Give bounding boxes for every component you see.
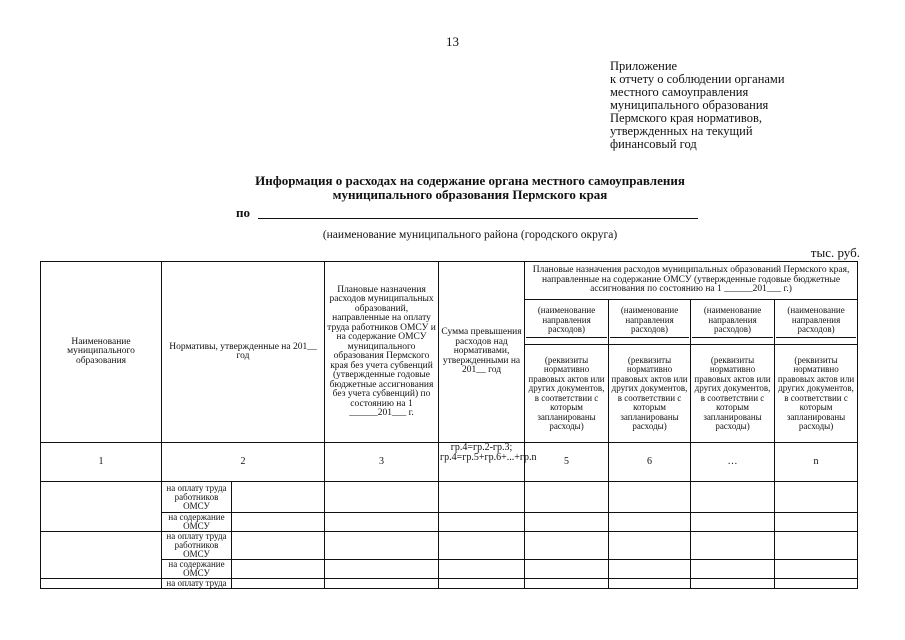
col-number: 2 <box>162 443 325 482</box>
district-caption: (наименование муниципального района (городского округа) <box>322 229 618 241</box>
col-number: 6 <box>609 443 691 482</box>
direction-name: (наименование направления расходов) <box>775 300 858 345</box>
col-number: … <box>691 443 775 482</box>
po-label: по <box>236 205 250 220</box>
page-number: 13 <box>446 34 459 49</box>
row-label: на содержание ОМСУ <box>162 513 232 532</box>
title-line-2: муниципального образования Пермского края <box>332 187 608 202</box>
direction-details: (реквизиты нормативно правовых актов или других документов, в соответствии с которым запланированы расходы) <box>775 345 858 443</box>
header-municipality: Наименование муниципального образования <box>41 262 162 443</box>
appendix-line: местного самоуправления <box>610 85 749 99</box>
direction-details: (реквизиты нормативно правовых актов или других документов, в соответствии с которым запланированы расходы) <box>525 345 609 443</box>
header-planned-by-direction: Плановые назначения расходов муниципальных образований Пермского края, направленные на содержание ОМСУ (утвержденные годовые бюджетные ассигнования по состоянию на 1 ______201___ г.) <box>525 262 858 300</box>
table-row <box>41 482 858 513</box>
direction-name: (наименование направления расходов) <box>525 300 609 345</box>
direction-name: (наименование направления расходов) <box>609 300 691 345</box>
row-label: на оплату труда работников ОМСУ <box>162 482 232 513</box>
table-row <box>41 532 858 560</box>
table-row <box>41 513 858 532</box>
table-row <box>41 560 858 579</box>
appendix-line: муниципального образования <box>610 98 769 112</box>
direction-details: (реквизиты нормативно правовых актов или других документов, в соответствии с которым запланированы расходы) <box>691 345 775 443</box>
expenses-table <box>40 261 858 589</box>
appendix-note <box>610 60 870 151</box>
col-number: n <box>775 443 858 482</box>
row-label: на оплату труда <box>162 579 232 589</box>
district-fill-line <box>258 218 698 219</box>
title-line-1: Информация о расходах на содержание органа местного самоуправления <box>255 173 685 188</box>
row-label: на содержание ОМСУ <box>162 560 232 579</box>
col-number: 1 <box>41 443 162 482</box>
direction-name: (наименование направления расходов) <box>691 300 775 345</box>
table-row <box>41 579 858 589</box>
row-label: на оплату труда работников ОМСУ <box>162 532 232 560</box>
header-excess-sum: Сумма превышения расходов над нормативами, утвержденными на 201__ год <box>439 262 525 443</box>
header-planned-total: Плановые назначения расходов муниципальных образований, направленные на оплату труда работников ОМСУ и на содержание ОМСУ муниципального образования Пермского края без учета субвенций (утвержденные годовые бюджетные ассигнования без учета субвенций) по состоянию на 1 ______201___ г. <box>325 262 439 443</box>
units-label: тыс. руб. <box>810 245 860 260</box>
document-title <box>150 174 790 202</box>
col-number: 3 <box>325 443 439 482</box>
appendix-line: Пермского края нормативов, <box>610 111 763 125</box>
col-number: 5 <box>525 443 609 482</box>
appendix-line: утвержденных на текущий <box>610 124 753 138</box>
appendix-line: к отчету о соблюдении органами <box>610 72 785 86</box>
col-number-formula: гр.4=гр.2-гр.3; гр.4=гр.5+гр.6+...+гр.n <box>439 443 525 482</box>
appendix-line: финансовый год <box>610 137 697 151</box>
appendix-line: Приложение <box>610 59 678 73</box>
direction-details: (реквизиты нормативно правовых актов или других документов, в соответствии с которым запланированы расходы) <box>609 345 691 443</box>
header-norms: Нормативы, утвержденные на 201__ год <box>162 262 325 443</box>
